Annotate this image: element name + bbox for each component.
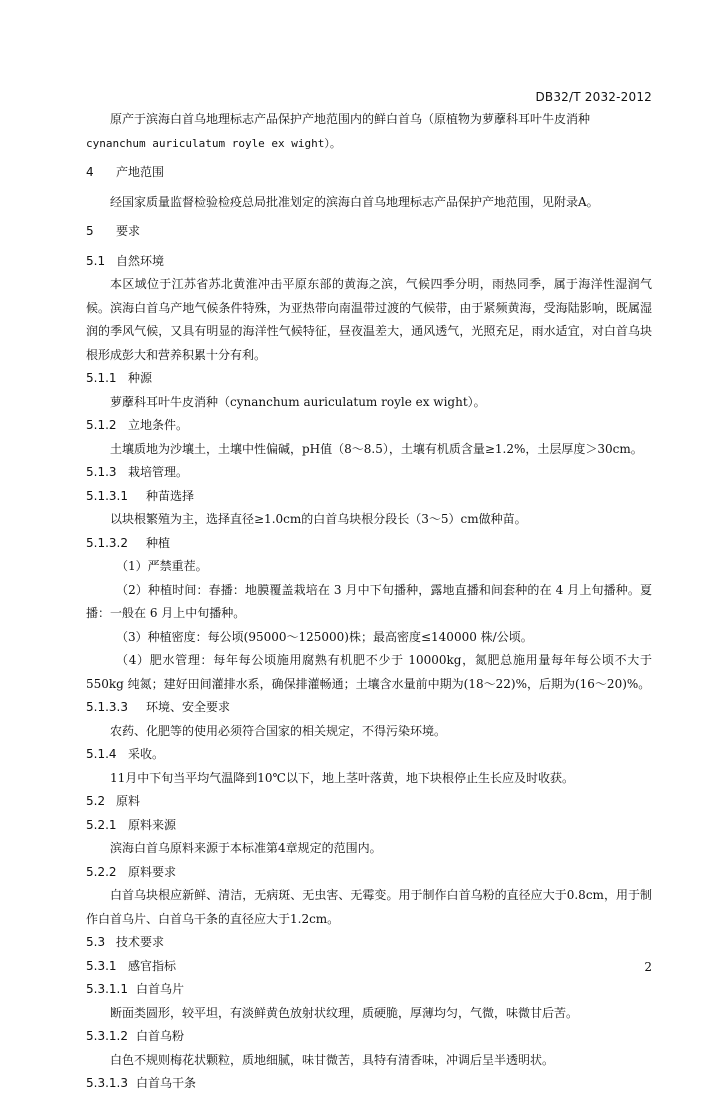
section-5-3-1-3-heading bbox=[86, 1072, 652, 1096]
section-5-1-3-2-title: 种植 bbox=[146, 535, 171, 550]
section-5-1-1-heading bbox=[86, 367, 652, 391]
section-5-1-3-1-title: 种苗选择 bbox=[146, 488, 195, 503]
section-4-text: 经国家质量监督检验检疫总局批准划定的滨海白首乌地理标志产品保护产地范围，见附录A。 bbox=[110, 194, 599, 209]
section-5-1-3-2-number: 5.1.3.2 bbox=[86, 535, 128, 550]
section-5-1-3-number: 5.1.3 bbox=[86, 465, 117, 479]
section-5-2-1-text: 滨海白首乌原料来源于本标准第4章规定的范围内。 bbox=[110, 841, 382, 855]
section-5-2-number: 5.2 bbox=[86, 794, 106, 808]
planting-item-1: （1）严禁重茬。 bbox=[116, 559, 208, 573]
section-5-1-3-title: 栽培管理。 bbox=[128, 465, 189, 479]
section-4-number: 4 bbox=[86, 165, 94, 179]
section-5-3-1-1-heading bbox=[86, 978, 652, 1002]
section-5-1-3-2-heading bbox=[86, 532, 652, 556]
section-5-2-1-number: 5.2.1 bbox=[86, 817, 117, 832]
section-5-heading bbox=[86, 220, 652, 244]
section-5-1-3-1-text: 以块根繁殖为主，选择直径≥1.0cm的白首乌块根分段长（3～5）cm做种苗。 bbox=[110, 512, 527, 526]
section-5-title: 要求 bbox=[116, 224, 141, 238]
section-5-3-1-1-title: 白首乌片 bbox=[136, 982, 185, 996]
section-5-1-3-1-heading bbox=[86, 485, 652, 509]
section-5-2-1-title: 原料来源 bbox=[128, 817, 177, 832]
section-5-2-2-heading bbox=[86, 861, 652, 885]
planting-item-4: （4）肥水管理：每年每公顷施用腐熟有机肥不少于 10000kg，氮肥总施用量每年每公顷不大于550kg 纯氮；建好田间灌排水系，确保排灌畅通；土壤含水量前中期为(18～22)%，后期为(16～20)%。 bbox=[86, 653, 652, 691]
page-number: 2 bbox=[644, 960, 652, 974]
section-5-1-4-number: 5.1.4 bbox=[86, 747, 117, 761]
standard-code: DB32/T 2032-2012 bbox=[535, 90, 652, 104]
section-5-1-4-title: 采收。 bbox=[128, 747, 165, 761]
section-5-1-1-text: 萝藦科耳叶牛皮消种（cynanchum auriculatum royle ex wight）。 bbox=[110, 394, 486, 409]
section-4-title: 产地范围 bbox=[116, 165, 165, 179]
section-5-1-title: 自然环境 bbox=[116, 253, 165, 268]
section-5-1-number: 5.1 bbox=[86, 253, 106, 268]
section-5-3-1-title: 感官指标 bbox=[128, 958, 177, 973]
section-5-2-1-heading bbox=[86, 814, 652, 838]
section-5-1-1-title: 种源 bbox=[128, 371, 153, 385]
section-5-1-3-3-heading bbox=[86, 696, 652, 720]
section-5-3-1-heading bbox=[86, 955, 652, 979]
section-5-3-title: 技术要求 bbox=[116, 935, 165, 949]
section-5-2-2-text: 白首乌块根应新鲜、清洁，无病斑、无虫害、无霉变。用于制作白首乌粉的直径应大于0.8cm，用于制作白首乌片、白首乌干条的直径应大于1.2cm。 bbox=[86, 888, 652, 926]
section-5-2-2-title: 原料要求 bbox=[128, 864, 177, 879]
section-5-1-3-3-text: 农药、化肥等的使用必须符合国家的相关规定，不得污染环境。 bbox=[110, 723, 447, 738]
section-5-1-2-title: 立地条件。 bbox=[128, 418, 189, 432]
section-5-3-number: 5.3 bbox=[86, 935, 106, 949]
section-5-1-3-3-title: 环境、安全要求 bbox=[146, 700, 231, 714]
section-5-3-1-2-text: 白色不规则梅花状颗粒，质地细腻，味甘微苦，具特有清香味，冲调后呈半透明状。 bbox=[110, 1052, 555, 1067]
section-5-1-1-number: 5.1.1 bbox=[86, 371, 117, 385]
section-4-heading bbox=[86, 161, 652, 185]
section-5-1-2-number: 5.1.2 bbox=[86, 418, 117, 432]
section-5-1-3-heading bbox=[86, 461, 652, 485]
section-5-3-1-2-number: 5.3.1.2 bbox=[86, 1029, 128, 1043]
planting-item-2: （2）种植时间：春播：地膜覆盖栽培在 3 月中下旬播种，露地直播和间套种的在 4 月上旬播种。夏播：一般在 6 月上中旬播种。 bbox=[86, 582, 652, 620]
section-5-1-4-text: 11月中下旬当平均气温降到10℃以下，地上茎叶落黄，地下块根停止生长应及时收获。 bbox=[110, 770, 574, 785]
section-5-3-heading bbox=[86, 931, 652, 955]
section-5-1-3-3-number: 5.1.3.3 bbox=[86, 700, 128, 714]
section-5-3-1-1-number: 5.3.1.1 bbox=[86, 982, 128, 996]
intro-line-1: 原产于滨海白首乌地理标志产品保护产地范围内的鲜白首乌（原植物为萝藦科耳叶牛皮消种 bbox=[110, 112, 591, 126]
section-5-1-heading bbox=[86, 250, 652, 274]
section-5-3-1-1-text: 断面类圆形，较平坦，有淡鲜黄色放射状纹理，质硬脆，厚薄均匀，气微，味微甘后苦。 bbox=[110, 1005, 579, 1020]
section-5-3-1-3-number: 5.3.1.3 bbox=[86, 1076, 128, 1090]
page-content bbox=[86, 108, 652, 1096]
section-5-2-2-number: 5.2.2 bbox=[86, 864, 117, 879]
section-5-1-2-heading bbox=[86, 414, 652, 438]
intro-line-2: cynanchum auriculatum royle ex wight）。 bbox=[86, 136, 341, 150]
section-5-2-heading bbox=[86, 790, 652, 814]
section-5-3-1-number: 5.3.1 bbox=[86, 958, 117, 973]
planting-item-3: （3）种植密度：每公顷(95000～125000)株；最高密度≤140000 株/公顷。 bbox=[116, 629, 533, 644]
section-5-1-3-1-number: 5.1.3.1 bbox=[86, 488, 128, 503]
section-5-3-1-2-title: 白首乌粉 bbox=[136, 1029, 185, 1043]
section-5-3-1-3-title: 白首乌干条 bbox=[136, 1076, 197, 1090]
section-5-1-text: 本区域位于江苏省苏北黄淮冲击平原东部的黄海之滨，气候四季分明，雨热同季，属于海洋性湿润气候。滨海白首乌产地气候条件特殊，为亚热带向南温带过渡的气候带，由于紧频黄海，受海陆影响，既属湿润的季风气候，又具有明显的海洋性气候特征，昼夜温差大，通风透气，光照充足，雨水适宜，对白首乌块根形成彭大和营养积累十分有利。 bbox=[86, 277, 652, 362]
section-5-1-4-heading bbox=[86, 743, 652, 767]
section-5-3-1-2-heading bbox=[86, 1025, 652, 1049]
section-5-2-title: 原料 bbox=[116, 794, 141, 808]
section-5-number: 5 bbox=[86, 224, 94, 238]
section-5-1-2-text: 土壤质地为沙壤土，土壤中性偏碱，pH值（8～8.5），土壤有机质含量≥1.2%，土层厚度＞30cm。 bbox=[110, 441, 643, 456]
